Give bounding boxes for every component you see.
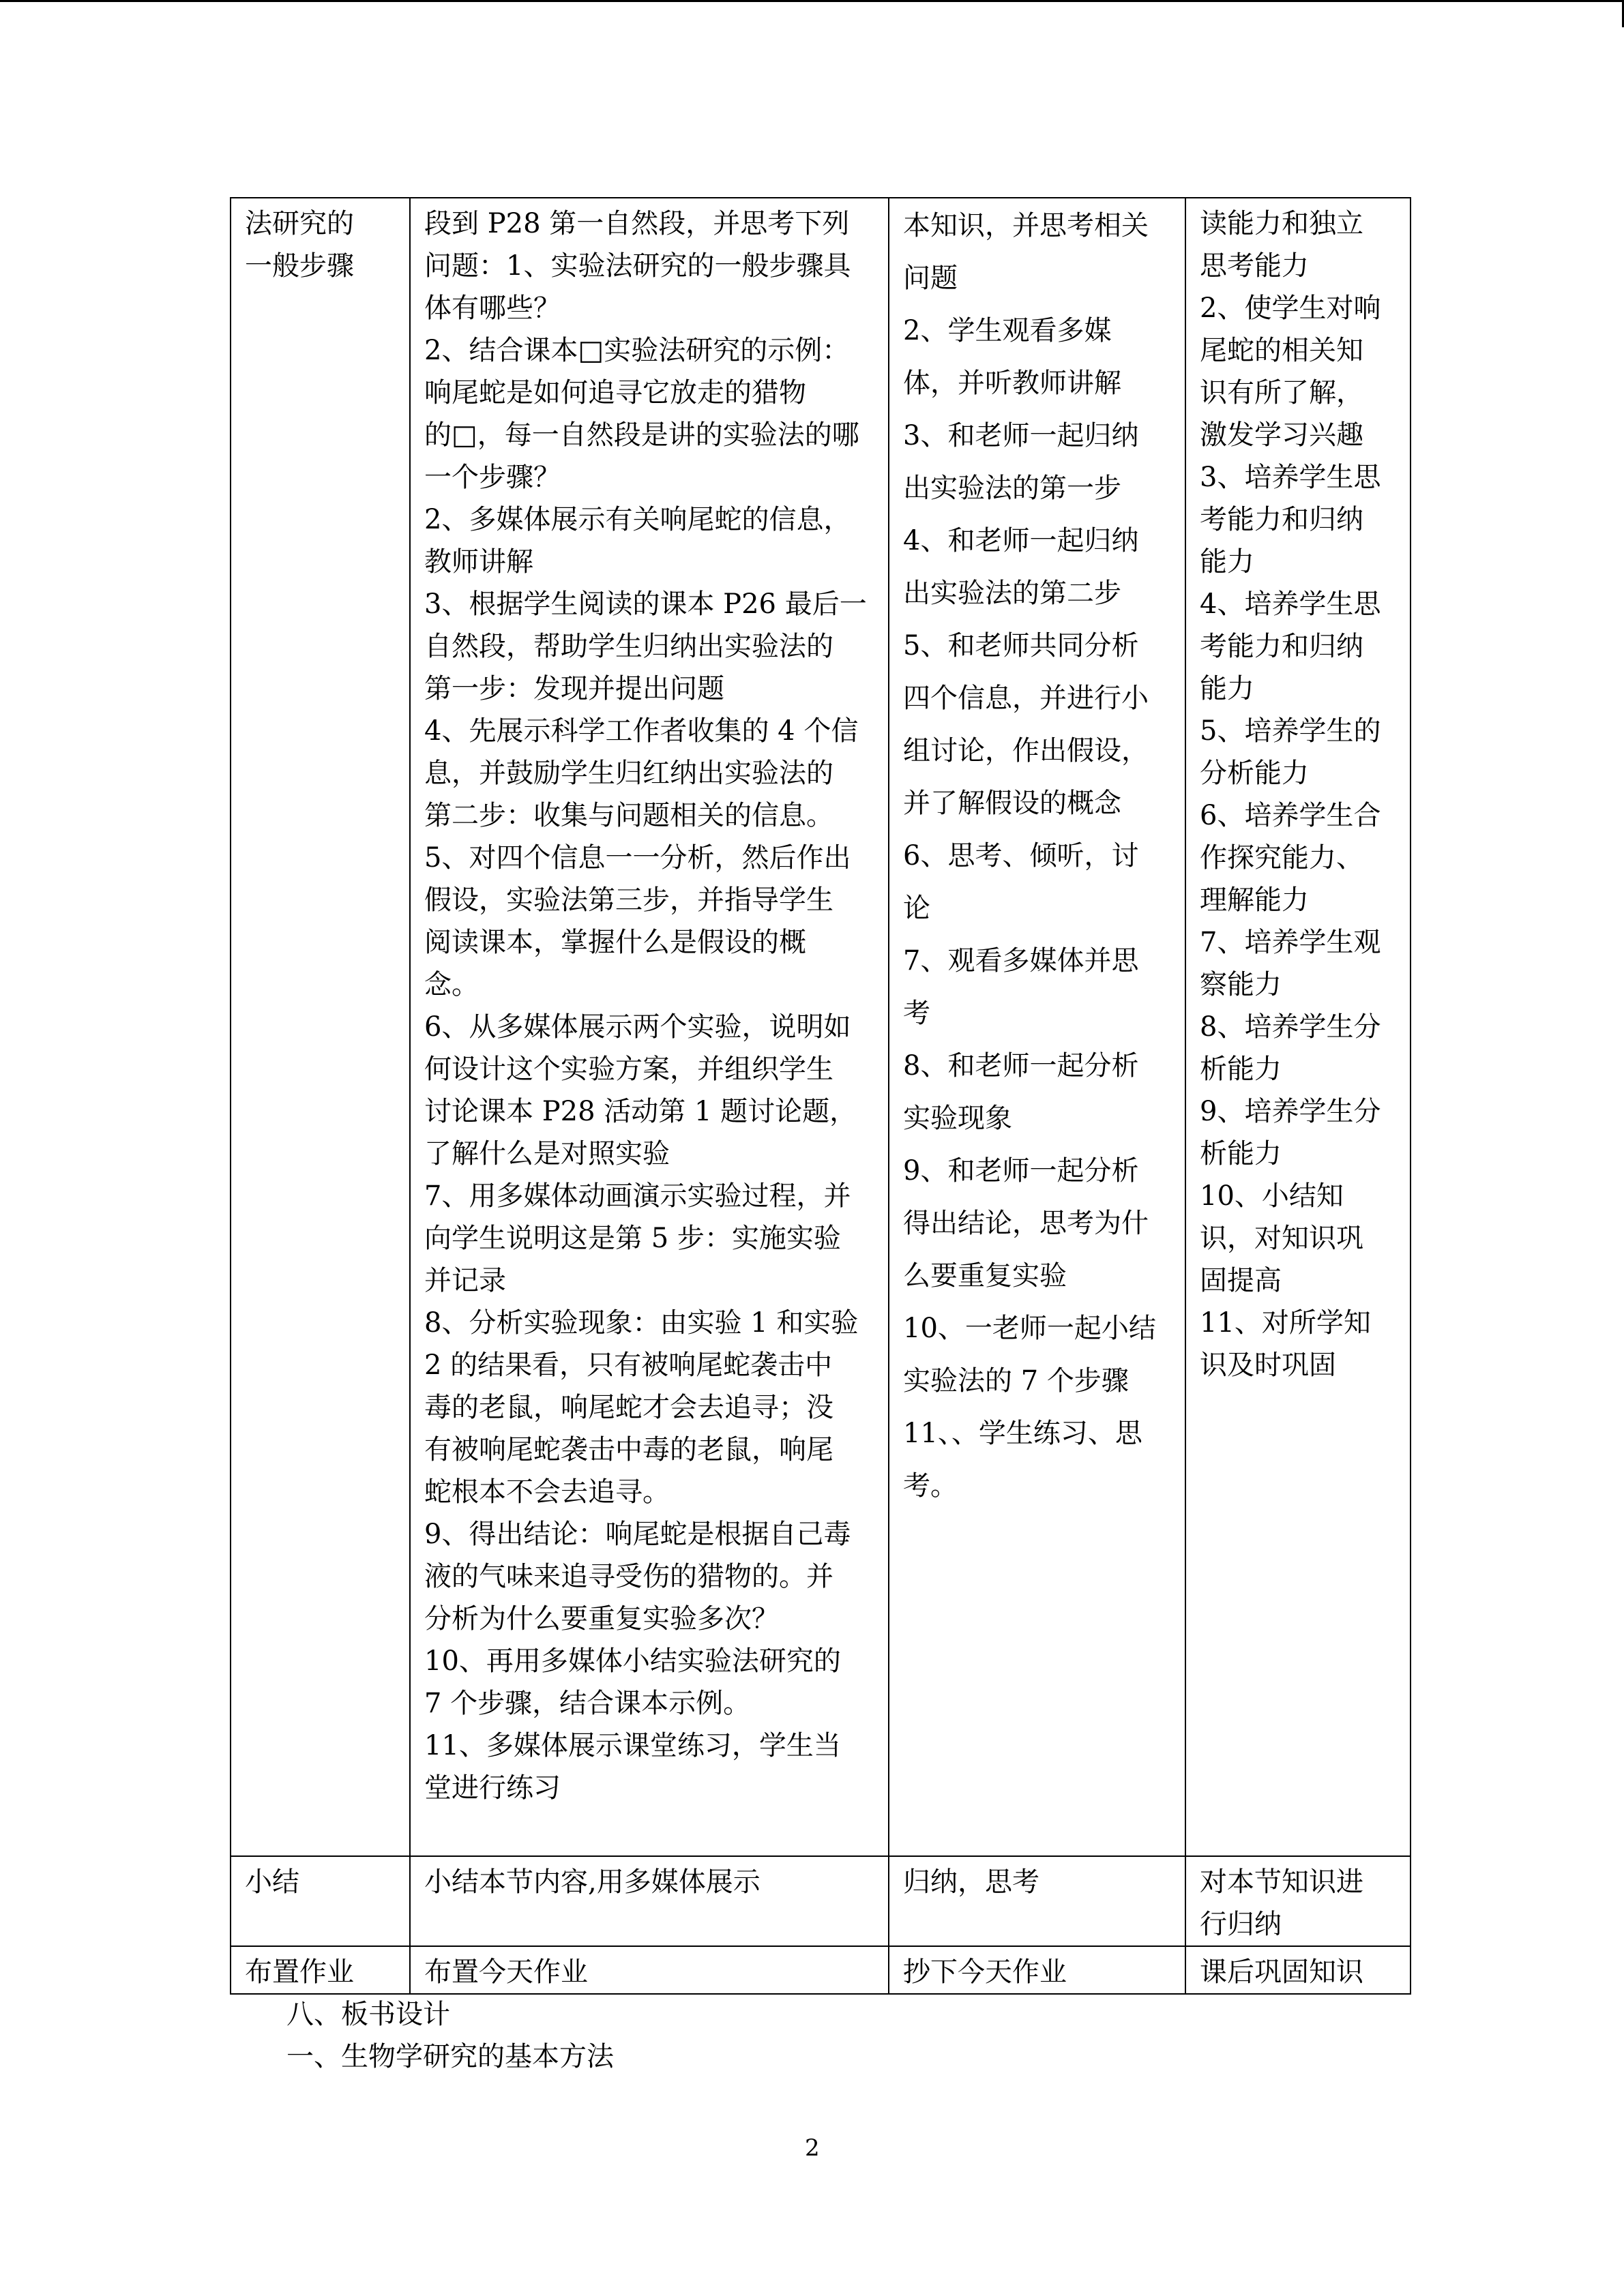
cell-line: 5、和老师共同分析 xyxy=(903,630,1139,661)
cell-summary-teacher: 小结本节内容,用多媒体展示 xyxy=(410,1856,889,1946)
cell-line: 固提高 xyxy=(1200,1265,1282,1296)
cell-line: 蛇根本不会去追寻。 xyxy=(424,1476,670,1508)
cell-line: 理解能力 xyxy=(1200,884,1309,916)
cell-line: 有被响尾蛇袭击中毒的老鼠，响尾 xyxy=(424,1434,833,1465)
table-row-summary xyxy=(231,1856,1411,1946)
cell-line: 毒的老鼠，响尾蛇才会去追寻；没 xyxy=(424,1392,833,1423)
cell-line: 4、先展示科学工作者收集的 4 个信 xyxy=(424,715,859,747)
cell-line: 自然段，帮助学生归纳出实验法的 xyxy=(424,631,833,662)
cell-homework-teacher: 布置今天作业 xyxy=(410,1946,889,1994)
cell-line: 识有所了解， xyxy=(1200,377,1363,408)
cell-line: 识及时巩固 xyxy=(1200,1350,1336,1381)
cell-line: 尾蛇的相关知 xyxy=(1200,335,1363,366)
cell-homework-intent: 课后巩固知识 xyxy=(1185,1946,1411,1994)
cell-line: 11、多媒体展示课堂练习，学生当 xyxy=(424,1730,841,1761)
cell-line: 第二步：收集与问题相关的信息。 xyxy=(424,800,833,831)
cell-line: 向学生说明这是第 5 步：实施实验 xyxy=(424,1223,841,1254)
cell-line: 响尾蛇是如何追寻它放走的猎物 xyxy=(424,377,806,408)
cell-line: 得出结论，思考为什 xyxy=(903,1208,1149,1239)
cell-line: 8、和老师一起分析 xyxy=(903,1050,1139,1082)
table-row-main xyxy=(231,198,1411,1856)
cell-line: 11、、学生练习、思 xyxy=(903,1418,1142,1449)
cell-line: 堂进行练习 xyxy=(424,1772,561,1804)
cell-line: 6、培养学生合 xyxy=(1200,800,1381,831)
cell-line: 并记录 xyxy=(424,1265,506,1296)
cell-line: 的□，每一自然段是讲的实验法的哪 xyxy=(424,419,859,451)
lesson-plan-table xyxy=(230,197,1411,1995)
cell-line: 假设，实验法第三步，并指导学生 xyxy=(424,884,833,916)
cell-summary-intent xyxy=(1185,1856,1411,1946)
cell-line: 4、和老师一起归纳 xyxy=(903,525,1139,556)
cell-line: 论 xyxy=(903,893,930,924)
cell-line: 并了解假设的概念 xyxy=(903,788,1121,819)
cell-line: 教师讲解 xyxy=(424,546,533,578)
cell-line: 7 个步骤，结合课本示例。 xyxy=(424,1688,751,1719)
cell-line: 2、学生观看多媒 xyxy=(903,315,1112,346)
cell-line: 问题：1、实验法研究的一般步骤具 xyxy=(424,250,851,282)
cell-line: 7、用多媒体动画演示实验过程，并 xyxy=(424,1180,851,1212)
cell-line: 10、再用多媒体小结实验法研究的 xyxy=(424,1645,841,1677)
cell-line: 体，并听教师讲解 xyxy=(903,368,1121,399)
cell-line: 作探究能力、 xyxy=(1200,842,1363,874)
table-row-homework xyxy=(231,1946,1411,1994)
cell-line: 四个信息，并进行小 xyxy=(903,683,1149,714)
cell-line: 阅读课本，掌握什么是假设的概 xyxy=(424,927,806,958)
cell-line: 察能力 xyxy=(1200,969,1282,1000)
cell-line: 液的气味来追寻受伤的猎物的。并 xyxy=(424,1561,833,1592)
cell-design-intent xyxy=(1185,198,1411,1856)
cell-line: 2、多媒体展示有关响尾蛇的信息， xyxy=(424,504,851,535)
top-border-line xyxy=(0,0,1624,2)
cell-line: 3、培养学生思 xyxy=(1200,462,1381,493)
cell-line: 实验现象 xyxy=(903,1103,1012,1134)
cell-line: 思考能力 xyxy=(1200,250,1309,282)
cell-line: 一个步骤？ xyxy=(424,462,561,493)
cell-line: 2 的结果看，只有被响尾蛇袭击中 xyxy=(424,1350,833,1381)
cell-homework-title: 布置作业 xyxy=(231,1946,410,1994)
cell-line: 组讨论，作出假设， xyxy=(903,735,1149,766)
cell-line: 11、对所学知 xyxy=(1200,1307,1371,1339)
cell-line: 分析能力 xyxy=(1200,758,1309,789)
cell-line: 法研究的 xyxy=(245,208,354,239)
cell-line: 6、从多媒体展示两个实验，说明如 xyxy=(424,1011,851,1043)
cell-line: 5、培养学生的 xyxy=(1200,715,1381,747)
cell-summary-title: 小结 xyxy=(231,1856,410,1946)
cell-line: 7、培养学生观 xyxy=(1200,927,1381,958)
cell-line: 息，并鼓励学生归红纳出实验法的 xyxy=(424,758,833,789)
cell-line: 考能力和归纳 xyxy=(1200,631,1363,662)
cell-line: 4、培养学生思 xyxy=(1200,588,1381,620)
section-subheading: 一、生物学研究的基本方法 xyxy=(286,2041,614,2072)
cell-line: 识，对知识巩 xyxy=(1200,1223,1363,1254)
cell-line: 5、对四个信息一一分析，然后作出 xyxy=(424,842,851,874)
cell-line: 么要重复实验 xyxy=(903,1260,1067,1292)
cell-line: 一般步骤 xyxy=(245,250,354,282)
cell-line: 段到 P28 第一自然段，并思考下列 xyxy=(424,208,850,239)
summary-intent-line: 行归纳 xyxy=(1200,1909,1282,1940)
cell-line: 分析为什么要重复实验多次？ xyxy=(424,1603,779,1635)
cell-line: 念。 xyxy=(424,969,479,1000)
cell-line: 2、结合课本□实验法研究的示例： xyxy=(424,335,850,366)
cell-homework-student: 抄下今天作业 xyxy=(889,1946,1185,1994)
cell-line: 9、得出结论：响尾蛇是根据自己毒 xyxy=(424,1519,851,1550)
cell-step-title xyxy=(231,198,410,1856)
cell-line: 3、根据学生阅读的课本 P26 最后一 xyxy=(424,588,867,620)
cell-line: 激发学习兴趣 xyxy=(1200,419,1363,451)
cell-line: 考 xyxy=(903,998,930,1029)
cell-line: 第一步：发现并提出问题 xyxy=(424,673,724,704)
cell-teacher-activity xyxy=(410,198,889,1856)
summary-intent-line: 对本节知识进 xyxy=(1200,1866,1363,1898)
cell-line: 8、分析实验现象：由实验 1 和实验 xyxy=(424,1307,859,1339)
cell-line: 6、思考、倾听，讨 xyxy=(903,840,1139,871)
section-heading: 八、板书设计 xyxy=(286,1999,450,2030)
cell-line: 何设计这个实验方案，并组织学生 xyxy=(424,1054,833,1085)
cell-line: 讨论课本 P28 活动第 1 题讨论题， xyxy=(424,1096,857,1127)
cell-line: 出实验法的第一步 xyxy=(903,473,1121,504)
cell-line: 2、使学生对响 xyxy=(1200,293,1381,324)
cell-line: 析能力 xyxy=(1200,1054,1282,1085)
cell-line: 体有哪些？ xyxy=(424,293,561,324)
cell-line: 了解什么是对照实验 xyxy=(424,1138,670,1169)
page-number: 2 xyxy=(805,2134,820,2162)
cell-summary-student: 归纳，思考 xyxy=(889,1856,1185,1946)
cell-line: 实验法的 7 个步骤 xyxy=(903,1365,1129,1397)
cell-line: 10、一老师一起小结 xyxy=(903,1313,1156,1344)
cell-line: 8、培养学生分 xyxy=(1200,1011,1381,1043)
cell-line: 析能力 xyxy=(1200,1138,1282,1169)
cell-student-activity xyxy=(889,198,1185,1856)
cell-line: 读能力和独立 xyxy=(1200,208,1363,239)
cell-line: 考能力和归纳 xyxy=(1200,504,1363,535)
cell-line: 考。 xyxy=(903,1470,958,1502)
cell-line: 本知识，并思考相关 xyxy=(903,210,1149,241)
cell-line: 问题 xyxy=(903,263,958,294)
cell-line: 7、观看多媒体并思 xyxy=(903,945,1139,976)
cell-line: 9、培养学生分 xyxy=(1200,1096,1381,1127)
cell-line: 出实验法的第二步 xyxy=(903,578,1121,609)
cell-line: 10、小结知 xyxy=(1200,1180,1344,1212)
cell-line: 9、和老师一起分析 xyxy=(903,1155,1139,1187)
cell-line: 3、和老师一起归纳 xyxy=(903,420,1139,451)
cell-line: 能力 xyxy=(1200,673,1254,704)
cell-line: 能力 xyxy=(1200,546,1254,578)
